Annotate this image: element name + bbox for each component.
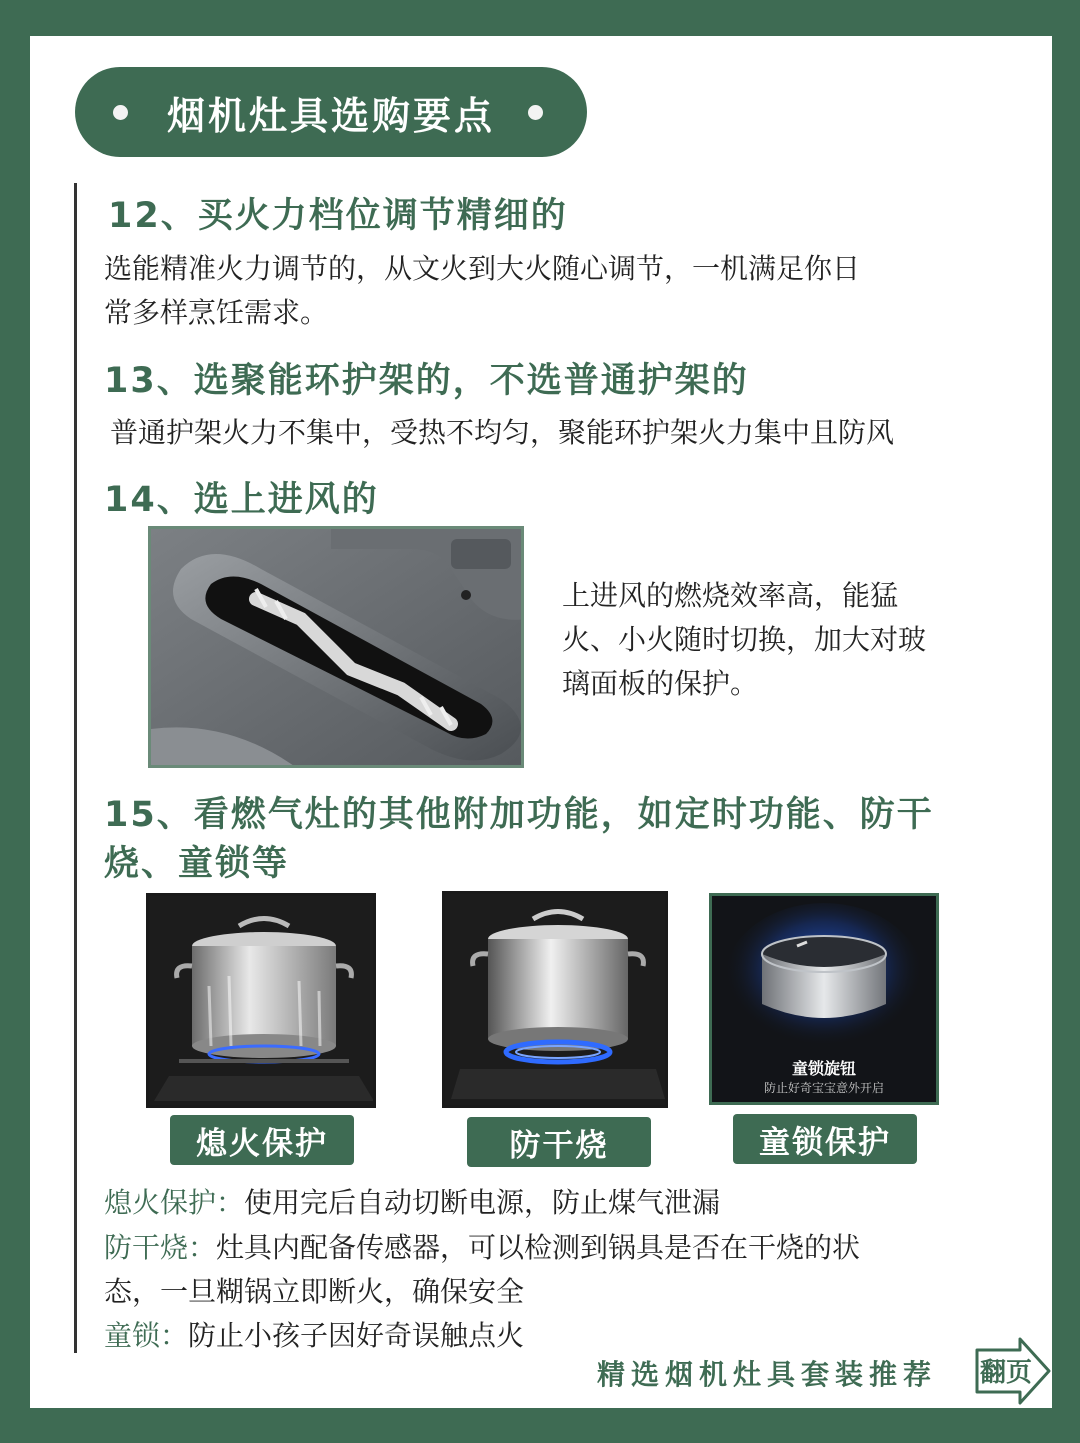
top-air-intake-photo [148,526,524,768]
knob-subtitle: 防止好奇宝宝意外开启 [763,1081,884,1095]
page-title: 烟机灶具选购要点 [166,93,495,138]
section-12-text-line2: 常多样烹饪需求。 [104,296,329,329]
desc-flameout-key: 熄火保护： [104,1186,245,1219]
air-intake-image [151,529,524,768]
section-15-heading-line2: 烧、童锁等 [104,844,290,884]
section-14-text-line2: 火、小火随时切换，加大对玻 [562,623,927,656]
section-divider-line [74,183,77,1353]
footer-recommendation: 精选烟机灶具套装推荐 [597,1358,938,1391]
section-13-text: 普通护架火力不集中，受热不均匀，聚能环护架火力集中且防风 [110,416,895,449]
label-dry-burn: 防干烧 [467,1117,651,1167]
desc-dry-burn-key: 防干烧： [104,1231,217,1264]
steaming-pot-image [149,896,376,1108]
desc-dry-burn-value: 灶具内配备传感器，可以检测到锅具是否在干烧的状 [216,1231,861,1264]
bullet-dot-icon [528,105,543,120]
label-child-lock: 童锁保护 [733,1114,917,1164]
next-page-button[interactable]: 翻页 [980,1358,1033,1388]
desc-child-lock [104,1314,524,1358]
label-flameout-protection: 熄火保护 [170,1115,354,1165]
section-14-heading: 14、选上进风的 [104,480,379,520]
desc-flameout [104,1181,720,1225]
page-title-pill [75,67,587,157]
desc-child-lock-key: 童锁： [104,1319,189,1352]
section-13-heading: 13、选聚能环护架的，不选普通护架的 [104,361,749,401]
desc-dry-burn [104,1226,860,1270]
section-15-heading-line1: 15、看燃气灶的其他附加功能，如定时功能、防干 [104,795,934,835]
dry-burn-protection-photo [442,891,668,1108]
child-lock-photo [709,893,939,1105]
desc-dry-burn-line2: 态，一旦糊锅立即断火，确保安全 [104,1275,525,1308]
section-14-text-line1: 上进风的燃烧效率高，能猛 [562,579,899,612]
desc-flameout-value: 使用完后自动切断电源，防止煤气泄漏 [244,1186,721,1219]
section-12-heading: 12、买火力档位调节精细的 [108,196,568,236]
section-14-text-line3: 璃面板的保护。 [562,667,759,700]
knob-title: 童锁旋钮 [791,1059,856,1078]
flameout-protection-photo [146,893,376,1108]
desc-child-lock-value: 防止小孩子因好奇误触点火 [188,1319,525,1352]
section-12-text-line1: 选能精准火力调节的，从文火到大火随心调节，一机满足你日 [104,252,861,285]
pot-on-burner-image [445,894,668,1108]
bullet-dot-icon [113,105,128,120]
